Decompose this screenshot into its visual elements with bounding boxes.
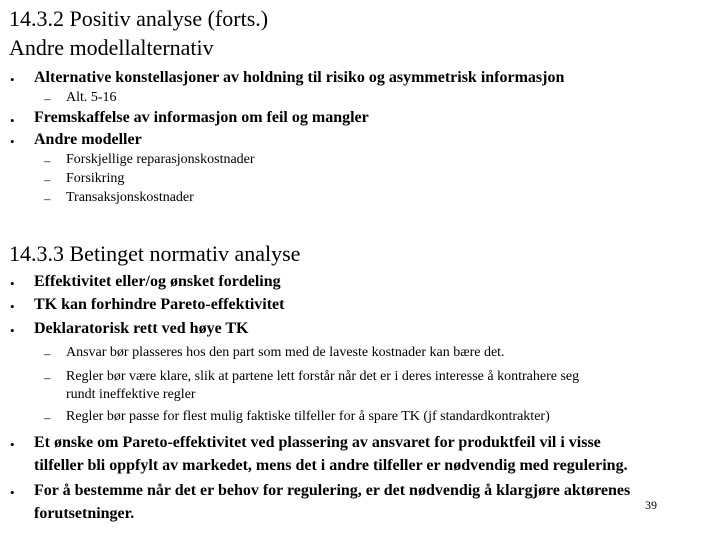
sub-bullet-ansvar: Ansvar bør plasseres hos den part som med de laveste kostnader kan bære det. [66, 345, 505, 360]
sub-bullet-alt: Alt. 5-16 [66, 90, 117, 105]
dash-marker: – [44, 346, 51, 361]
sub-bullet-reparasjonskostnader: Forskjellige reparasjonskostnader [66, 152, 255, 167]
slide-title-line2: Andre modellalternativ [9, 35, 214, 60]
bullet-marker: • [10, 323, 15, 338]
dash-marker: – [44, 191, 51, 206]
bullet-marker: • [10, 437, 15, 452]
bullet-marker: • [10, 72, 15, 87]
bullet-pareto-onske-line2: tilfeller bli oppfylt av markedet, mens det i andre tilfeller er nødvendig med regulering. [34, 457, 628, 474]
bullet-marker: • [10, 299, 15, 314]
slide-title-line1: 14.3.2 Positiv analyse (forts.) [9, 6, 269, 31]
bullet-marker: • [10, 276, 15, 291]
bullet-andre-modeller: Andre modeller [34, 131, 142, 148]
bullet-regulering-line1: For å bestemme når det er behov for regulering, er det nødvendig å klargjøre aktørenes [34, 482, 631, 499]
bullet-tk-pareto: TK kan forhindre Pareto-effektivitet [34, 296, 285, 313]
dash-marker: – [44, 370, 51, 385]
bullet-marker: • [10, 113, 15, 128]
bullet-alternative-konstellasjoner: Alternative konstellasjoner av holdning til risiko og asymmetrisk informasjon [34, 69, 565, 86]
dash-marker: – [44, 172, 51, 187]
sub-bullet-transaksjonskostnader: Transaksjonskostnader [66, 190, 194, 205]
dash-marker: – [44, 410, 51, 425]
bullet-marker: • [10, 485, 15, 500]
sub-bullet-regler-klare-line2: rundt ineffektive regler [66, 387, 196, 402]
bullet-effektivitet: Effektivitet eller/og ønsket fordeling [34, 273, 281, 290]
dash-marker: – [44, 91, 51, 106]
bullet-marker: • [10, 134, 15, 149]
bullet-fremskaffelse: Fremskaffelse av informasjon om feil og mangler [34, 109, 369, 126]
sub-bullet-regler-passe: Regler bør passe for flest mulig faktiske tilfeller for å spare TK (jf standardkontrakter) [66, 409, 550, 424]
bullet-regulering-line2: forutsetninger. [34, 505, 135, 522]
bullet-deklaratorisk-rett: Deklaratorisk rett ved høye TK [34, 320, 249, 337]
dash-marker: – [44, 153, 51, 168]
bullet-pareto-onske-line1: Et ønske om Pareto-effektivitet ved plassering av ansvaret for produktfeil vil i visse [34, 434, 601, 451]
sub-bullet-forsikring: Forsikring [66, 171, 125, 186]
sub-bullet-regler-klare-line1: Regler bør være klare, slik at partene lett forstår når det er i deres interesse å kontrahere seg [66, 369, 580, 384]
page-number: 39 [645, 498, 657, 512]
section-heading: 14.3.3 Betinget normativ analyse [9, 241, 301, 266]
